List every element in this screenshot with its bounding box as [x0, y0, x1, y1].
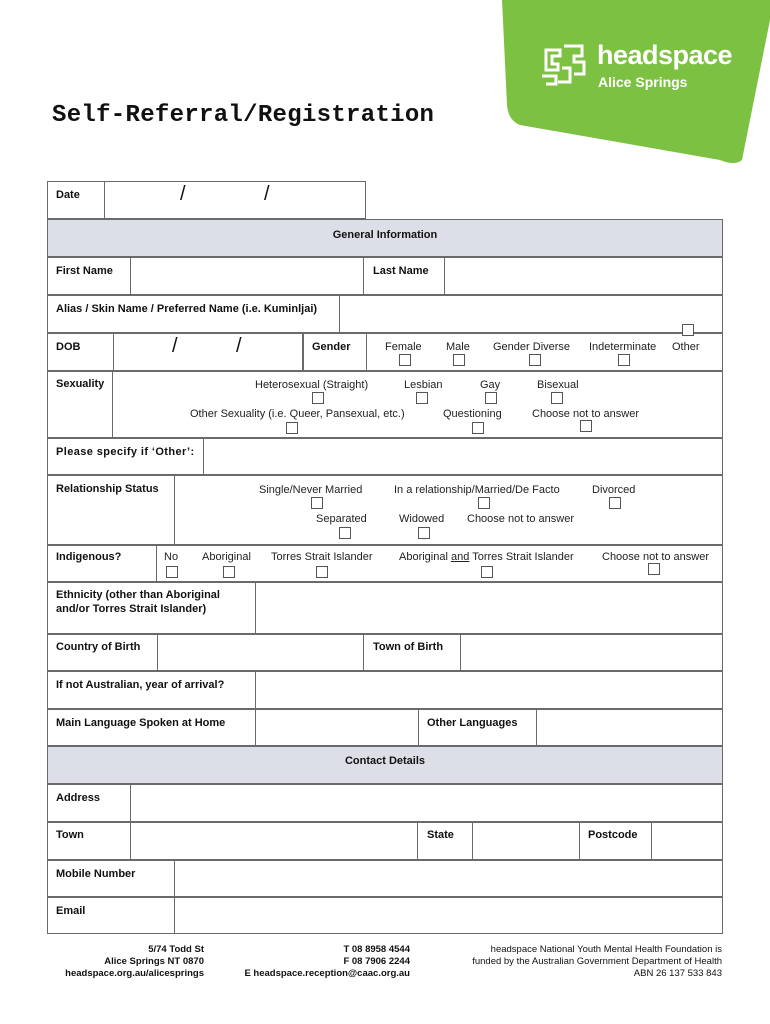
country-of-birth-field[interactable] — [157, 634, 364, 671]
footer-org-line: headspace National Youth Mental Health Foundation is — [490, 944, 722, 955]
relationship-option-label: Widowed — [399, 513, 445, 525]
main-language-field[interactable] — [255, 709, 419, 746]
relationship-single-checkbox[interactable] — [311, 497, 323, 509]
footer-abn: ABN 26 137 533 843 — [633, 968, 722, 979]
sexuality-bisexual-checkbox[interactable] — [551, 392, 563, 404]
footer-website[interactable]: headspace.org.au/alicesprings — [65, 968, 204, 979]
email-label: Email — [56, 905, 86, 917]
town-of-birth-field[interactable] — [460, 634, 723, 671]
email-field[interactable] — [174, 897, 723, 934]
relationship-separated-checkbox[interactable] — [339, 527, 351, 539]
footer-email[interactable]: E headspace.reception@caac.org.au — [244, 968, 410, 979]
relationship-label: Relationship Status — [56, 483, 159, 495]
sexuality-gay-checkbox[interactable] — [485, 392, 497, 404]
first-name-field[interactable] — [130, 257, 364, 295]
mobile-label: Mobile Number — [56, 868, 136, 880]
date-field[interactable] — [104, 181, 366, 219]
indigenous-no-answer-checkbox[interactable] — [648, 563, 660, 575]
page-title: Self-Referral/Registration — [52, 102, 435, 129]
footer-address-line: Alice Springs NT 0870 — [104, 956, 204, 967]
postcode-label: Postcode — [588, 829, 638, 841]
town-label: Town — [56, 829, 84, 841]
gender-option-label: Female — [385, 341, 422, 353]
state-field[interactable] — [472, 822, 580, 860]
footer-address — [50, 944, 204, 980]
other-languages-field[interactable] — [536, 709, 723, 746]
footer-contact — [222, 944, 410, 980]
dob-field[interactable] — [113, 333, 303, 371]
dob-separator: / — [236, 335, 242, 357]
year-of-arrival-field[interactable] — [255, 671, 723, 709]
sexuality-option-label: Bisexual — [537, 379, 579, 391]
sexuality-option-label: Other Sexuality (i.e. Queer, Pansexual, etc.) — [190, 408, 405, 420]
first-name-label: First Name — [56, 265, 113, 277]
indigenous-option-label: Choose not to answer — [602, 551, 710, 563]
logo-wordmark: headspace — [597, 40, 733, 70]
gender-diverse-checkbox[interactable] — [529, 354, 541, 366]
relationship-option-label: Divorced — [592, 484, 636, 496]
year-of-arrival-label: If not Australian, year of arrival? — [56, 679, 225, 691]
address-label: Address — [56, 792, 101, 804]
gender-option-label: Male — [446, 341, 470, 353]
gender-female-checkbox[interactable] — [399, 354, 411, 366]
indigenous-both-label: Aboriginal and Torres Strait Islander — [399, 551, 574, 563]
relationship-widowed-checkbox[interactable] — [418, 527, 430, 539]
footer-fax: F 08 7906 2244 — [343, 956, 410, 967]
indigenous-option-label: Torres Strait Islander — [271, 551, 373, 563]
mobile-field[interactable] — [174, 860, 723, 897]
last-name-label: Last Name — [373, 265, 429, 277]
logo-location: Alice Springs — [598, 74, 688, 90]
ethnicity-field[interactable] — [255, 582, 723, 634]
date-separator: / — [180, 183, 186, 205]
address-field[interactable] — [130, 784, 723, 822]
country-of-birth-label: Country of Birth — [56, 641, 141, 653]
town-of-birth-label: Town of Birth — [373, 641, 444, 653]
relationship-divorced-checkbox[interactable] — [609, 497, 621, 509]
ethnicity-label-line2: and/or Torres Strait Islander) — [56, 603, 207, 615]
sexuality-option-label: Lesbian — [404, 379, 443, 391]
ethnicity-label-line1: Ethnicity (other than Aboriginal — [56, 589, 220, 601]
sexuality-no-answer-checkbox[interactable] — [580, 420, 592, 432]
indigenous-option-label: No — [164, 551, 179, 563]
gender-option-label: Other — [672, 341, 700, 353]
gender-option-label: Gender Diverse — [493, 341, 571, 353]
sexuality-questioning-checkbox[interactable] — [472, 422, 484, 434]
dob-separator: / — [172, 335, 178, 357]
sexuality-other-checkbox[interactable] — [286, 422, 298, 434]
indigenous-option-label: Aboriginal — [202, 551, 251, 563]
footer-organisation — [430, 944, 722, 980]
relationship-married-checkbox[interactable] — [478, 497, 490, 509]
footer-org-line: funded by the Australian Government Department of Health — [472, 956, 722, 967]
sexuality-label: Sexuality — [56, 378, 105, 390]
indigenous-both-checkbox[interactable] — [481, 566, 493, 578]
section-general-information: General Information — [47, 219, 723, 257]
indigenous-tsi-checkbox[interactable] — [316, 566, 328, 578]
gender-indeterminate-checkbox[interactable] — [618, 354, 630, 366]
state-label: State — [427, 829, 454, 841]
sexuality-option-label: Gay — [480, 379, 501, 391]
gender-option-label: Indeterminate — [589, 341, 657, 353]
alias-label: Alias / Skin Name / Preferred Name (i.e. Kuminljai) — [56, 303, 318, 315]
relationship-option-label: Choose not to answer — [467, 513, 575, 525]
indigenous-aboriginal-checkbox[interactable] — [223, 566, 235, 578]
dob-label: DOB — [56, 341, 81, 353]
footer-address-line: 5/74 Todd St — [148, 944, 204, 955]
date-label: Date — [56, 189, 80, 201]
relationship-option-label: In a relationship/Married/De Facto — [394, 484, 560, 496]
other-languages-label: Other Languages — [427, 717, 518, 729]
indigenous-label: Indigenous? — [56, 551, 122, 563]
main-language-label: Main Language Spoken at Home — [56, 717, 226, 729]
gender-other-checkbox[interactable] — [682, 324, 694, 336]
specify-other-label: Please specify if ‘Other’: — [56, 446, 195, 458]
alias-field[interactable] — [339, 295, 723, 333]
date-separator: / — [264, 183, 270, 205]
headspace-logo-icon — [538, 42, 594, 90]
sexuality-option-label: Choose not to answer — [532, 408, 640, 420]
town-field[interactable] — [130, 822, 418, 860]
gender-label: Gender — [312, 341, 351, 353]
sexuality-lesbian-checkbox[interactable] — [416, 392, 428, 404]
sexuality-option-label: Heterosexual (Straight) — [255, 379, 369, 391]
last-name-field[interactable] — [444, 257, 723, 295]
specify-other-field[interactable] — [203, 438, 723, 475]
postcode-field[interactable] — [651, 822, 723, 860]
relationship-option-label: Single/Never Married — [259, 484, 363, 496]
sexuality-option-label: Questioning — [443, 408, 502, 420]
relationship-option-label: Separated — [316, 513, 367, 525]
sexuality-row — [47, 371, 723, 438]
gender-male-checkbox[interactable] — [453, 354, 465, 366]
sexuality-heterosexual-checkbox[interactable] — [312, 392, 324, 404]
indigenous-no-checkbox[interactable] — [166, 566, 178, 578]
footer-phone: T 08 8958 4544 — [343, 944, 410, 955]
section-contact-details: Contact Details — [47, 746, 723, 784]
